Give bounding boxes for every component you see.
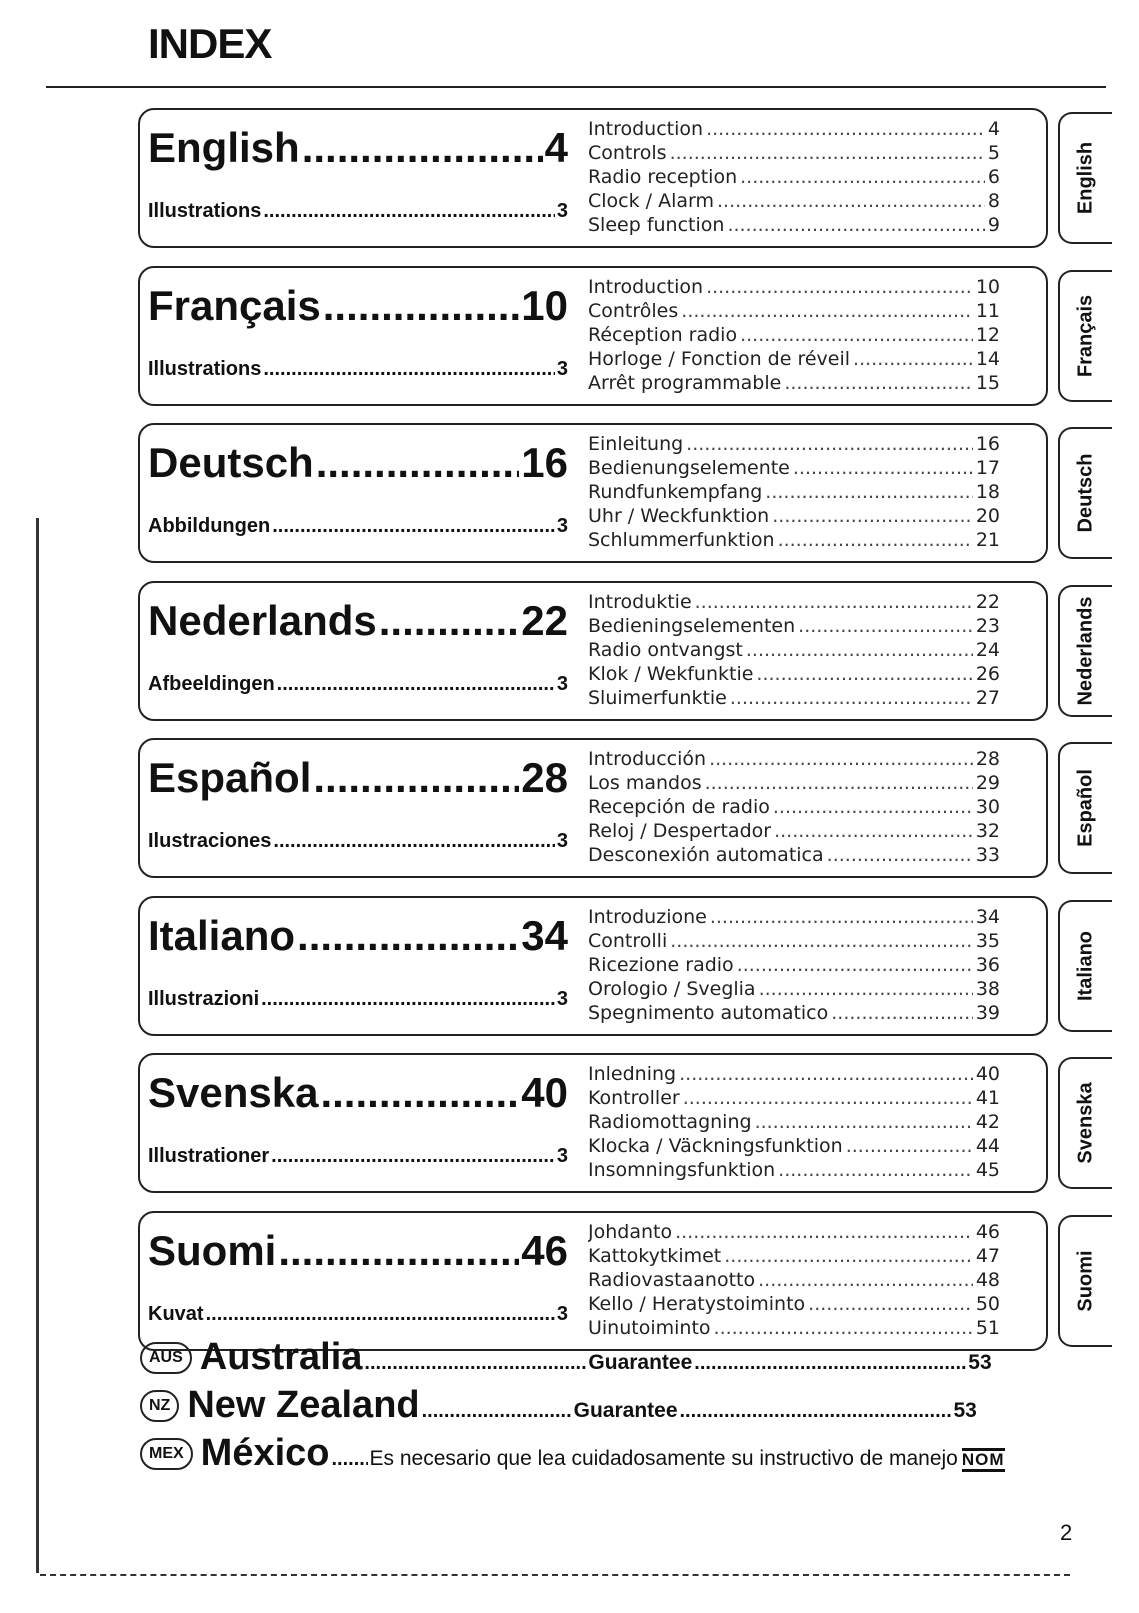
page-number: 2	[1060, 1520, 1073, 1545]
leader-dots	[709, 748, 973, 770]
toc-entry-label: Contrôles	[588, 300, 679, 322]
toc-entry[interactable]	[588, 820, 1000, 844]
leader-dots	[730, 687, 973, 709]
toc-entry[interactable]	[588, 615, 1000, 639]
toc-entry-page: 18	[975, 481, 1000, 503]
toc-entry-page: 42	[975, 1111, 1000, 1133]
bottom-rule	[40, 1574, 1070, 1578]
leader-dots	[778, 529, 973, 551]
illustrations-line[interactable]	[148, 1303, 568, 1326]
leader-dots	[737, 954, 973, 976]
toc-entry-label: Sleep function	[588, 214, 725, 236]
toc-entry-label: Uinutoiminto	[588, 1317, 711, 1339]
toc-list	[588, 1221, 1000, 1341]
leader-dots	[686, 433, 973, 455]
illustrations-page: 3	[556, 1303, 568, 1325]
toc-entry-page: 34	[975, 906, 1000, 928]
section-5	[138, 896, 1048, 1036]
illustrations-line[interactable]	[148, 673, 568, 696]
toc-entry-label: Spegnimento automatico	[588, 1002, 829, 1024]
toc-entry-page: 21	[975, 529, 1000, 551]
language-title[interactable]	[148, 439, 568, 487]
leader-dots	[364, 1352, 586, 1375]
toc-entry-label: Uhr / Weckfunktion	[588, 505, 770, 527]
toc-list	[588, 276, 1000, 396]
leader-dots	[740, 324, 973, 346]
language-name: Français	[148, 282, 321, 329]
leader-dots	[827, 844, 973, 866]
toc-entry-page: 12	[975, 324, 1000, 346]
leader-dots	[772, 505, 973, 527]
leader-dots	[765, 481, 973, 503]
illustrations-line[interactable]	[148, 988, 568, 1011]
language-name: Italiano	[148, 912, 296, 959]
toc-entry[interactable]	[588, 276, 1000, 300]
language-page: 34	[521, 912, 568, 959]
toc-entry[interactable]	[588, 529, 1000, 553]
toc-entry-label: Kattokytkimet	[588, 1245, 722, 1267]
toc-entry[interactable]	[588, 348, 1000, 372]
toc-entry-label: Inledning	[588, 1063, 677, 1085]
leader-dots	[831, 1002, 973, 1024]
leader-dots	[695, 591, 973, 613]
toc-entry-label: Radio reception	[588, 166, 738, 188]
toc-entry-label: Radiovastaanotto	[588, 1269, 756, 1291]
illustrations-page: 3	[556, 200, 568, 222]
toc-entry-page: 29	[975, 772, 1000, 794]
leader-dots	[277, 673, 555, 696]
side-tab-label: Italiano	[1074, 930, 1097, 1002]
leader-dots	[278, 1227, 519, 1275]
leader-dots	[313, 754, 519, 802]
toc-entry[interactable]	[588, 1135, 1000, 1159]
language-name: Suomi	[148, 1227, 277, 1274]
language-page: 16	[521, 439, 568, 486]
leader-dots	[263, 358, 555, 381]
language-page: 4	[544, 124, 568, 171]
toc-entry-page: 40	[975, 1063, 1000, 1085]
toc-entry-label: Los mandos	[588, 772, 702, 794]
toc-entry-label: Schlummerfunktion	[588, 529, 775, 551]
side-tab-label: Nederlands	[1074, 596, 1097, 706]
leader-dots	[758, 1269, 973, 1291]
toc-entry-page: 10	[975, 276, 1000, 298]
new-zealand-badge-icon: NZ	[140, 1390, 179, 1422]
toc-entry[interactable]	[588, 844, 1000, 868]
side-tab-label: Suomi	[1074, 1250, 1097, 1312]
leader-dots	[670, 142, 985, 164]
section-1	[138, 266, 1048, 406]
toc-entry-label: Arrêt programmable	[588, 372, 782, 394]
toc-entry[interactable]	[588, 457, 1000, 481]
toc-entry[interactable]	[588, 1002, 1000, 1026]
leader-dots	[717, 190, 985, 212]
leader-dots	[323, 282, 520, 330]
toc-entry-label: Orologio / Sveglia	[588, 978, 756, 1000]
toc-entry-label: Introduction	[588, 118, 704, 140]
section-0	[138, 108, 1048, 248]
side-tab[interactable]	[1058, 112, 1112, 244]
left-margin-line	[36, 518, 39, 1573]
country-row-mexico[interactable]	[140, 1432, 1020, 1476]
side-tab[interactable]	[1058, 427, 1112, 559]
toc-entry[interactable]	[588, 300, 1000, 324]
toc-entry[interactable]	[588, 954, 1000, 978]
toc-entry[interactable]	[588, 324, 1000, 348]
section-2	[138, 423, 1048, 563]
toc-entry-page: 48	[975, 1269, 1000, 1291]
toc-entry[interactable]	[588, 372, 1000, 396]
language-page: 28	[521, 754, 568, 801]
toc-entry-page: 44	[975, 1135, 1000, 1157]
toc-entry-page: 50	[975, 1293, 1000, 1315]
leader-dots	[774, 820, 973, 842]
toc-entry-page: 47	[975, 1245, 1000, 1267]
language-name: Svenska	[148, 1069, 319, 1116]
illustrations-label: Kuvat	[148, 1303, 204, 1325]
toc-entry[interactable]	[588, 142, 1000, 166]
side-tab[interactable]	[1058, 585, 1112, 717]
side-tab[interactable]	[1058, 742, 1112, 874]
leader-dots	[273, 830, 554, 853]
section-3	[138, 581, 1048, 721]
toc-entry-page: 39	[975, 1002, 1000, 1024]
toc-entry[interactable]	[588, 505, 1000, 529]
toc-entry[interactable]	[588, 1221, 1000, 1245]
toc-entry-page: 24	[975, 639, 1000, 661]
side-tab[interactable]	[1058, 1057, 1112, 1189]
leader-dots	[706, 118, 985, 140]
toc-entry[interactable]	[588, 591, 1000, 615]
leader-dots	[759, 978, 973, 1000]
toc-entry-label: Introduktie	[588, 591, 692, 613]
toc-entry[interactable]	[588, 906, 1000, 930]
toc-entry[interactable]	[588, 190, 1000, 214]
leader-dots	[379, 597, 520, 645]
toc-entry-page: 20	[975, 505, 1000, 527]
illustrations-page: 3	[556, 830, 568, 852]
language-name: English	[148, 124, 300, 171]
toc-entry[interactable]	[588, 930, 1000, 954]
mexico-note: Es necesario que lea cuidadosamente su instructivo de manejo	[369, 1447, 958, 1470]
side-tab[interactable]	[1058, 270, 1112, 402]
toc-entry[interactable]	[588, 1111, 1000, 1135]
leader-dots	[263, 200, 555, 223]
toc-entry-page: 33	[975, 844, 1000, 866]
leader-dots	[793, 457, 973, 479]
leader-dots	[332, 1448, 368, 1471]
language-title[interactable]	[148, 597, 568, 645]
language-title[interactable]	[148, 1227, 568, 1275]
country-row-new-zealand[interactable]	[140, 1384, 1020, 1428]
illustrations-line[interactable]	[148, 515, 568, 538]
toc-entry-page: 35	[975, 930, 1000, 952]
toc-entry[interactable]	[588, 796, 1000, 820]
leader-dots	[316, 439, 520, 487]
toc-entry-page: 16	[975, 433, 1000, 455]
leader-dots	[746, 639, 973, 661]
leader-dots	[683, 1087, 973, 1109]
toc-entry-page: 11	[975, 300, 1000, 322]
leader-dots	[778, 1159, 973, 1181]
illustrations-label: Ilustraciones	[148, 830, 272, 852]
toc-entry[interactable]	[588, 1087, 1000, 1111]
leader-dots	[853, 348, 973, 370]
toc-entry[interactable]	[588, 481, 1000, 505]
toc-entry-label: Clock / Alarm	[588, 190, 715, 212]
leader-dots	[272, 515, 555, 538]
leader-dots	[710, 906, 973, 928]
leader-dots	[784, 372, 972, 394]
toc-entry[interactable]	[588, 663, 1000, 687]
language-name: Español	[148, 754, 312, 801]
side-tab-label: Deutsch	[1074, 453, 1097, 533]
language-page: 46	[521, 1227, 568, 1274]
toc-entry-label: Introduction	[588, 276, 704, 298]
guarantee-page: 53	[953, 1399, 977, 1422]
toc-entry-page: 27	[975, 687, 1000, 709]
toc-entry-label: Introduzione	[588, 906, 707, 928]
toc-entry-page: 22	[975, 591, 1000, 613]
toc-list	[588, 748, 1000, 868]
mexico-badge-icon: MEX	[140, 1438, 193, 1470]
illustrations-page: 3	[556, 1145, 568, 1167]
leader-dots	[706, 276, 973, 298]
language-title[interactable]	[148, 124, 568, 172]
toc-entry-page: 30	[975, 796, 1000, 818]
leader-dots	[297, 912, 519, 960]
toc-list	[588, 1063, 1000, 1183]
toc-entry-label: Johdanto	[588, 1221, 673, 1243]
toc-entry-label: Recepción de radio	[588, 796, 770, 818]
illustrations-label: Illustrationer	[148, 1145, 270, 1167]
leader-dots	[705, 772, 973, 794]
toc-entry[interactable]	[588, 166, 1000, 190]
toc-entry-label: Bedieningselementen	[588, 615, 796, 637]
illustrations-line[interactable]	[148, 358, 568, 381]
leader-dots	[320, 1069, 519, 1117]
toc-entry[interactable]	[588, 639, 1000, 663]
toc-entry-page: 45	[975, 1159, 1000, 1181]
illustrations-line[interactable]	[148, 830, 568, 853]
leader-dots	[271, 1145, 555, 1168]
toc-entry-label: Radiomottagning	[588, 1111, 752, 1133]
toc-entry[interactable]	[588, 1269, 1000, 1293]
toc-entry[interactable]	[588, 1245, 1000, 1269]
leader-dots	[724, 1245, 973, 1267]
illustrations-page: 3	[556, 358, 568, 380]
toc-entry-label: Introducción	[588, 748, 707, 770]
side-tab[interactable]	[1058, 900, 1112, 1032]
toc-entry-label: Kello / Heratystoiminto	[588, 1293, 806, 1315]
section-4	[138, 738, 1048, 878]
toc-entry-label: Klocka / Väckningsfunktion	[588, 1135, 843, 1157]
toc-entry-label: Sluimerfunktie	[588, 687, 727, 709]
toc-entry-page: 36	[975, 954, 1000, 976]
language-name: Nederlands	[148, 597, 377, 644]
toc-entry-label: Insomningsfunktion	[588, 1159, 776, 1181]
language-page: 40	[521, 1069, 568, 1116]
toc-entry[interactable]	[588, 748, 1000, 772]
leader-dots	[694, 1352, 966, 1375]
toc-entry-page: 28	[975, 748, 1000, 770]
toc-list	[588, 906, 1000, 1026]
leader-dots	[681, 300, 973, 322]
leader-dots	[670, 930, 973, 952]
toc-entry[interactable]	[588, 1293, 1000, 1317]
toc-entry-page: 17	[975, 457, 1000, 479]
toc-entry[interactable]	[588, 1063, 1000, 1087]
language-name: Deutsch	[148, 439, 314, 486]
toc-entry-label: Kontroller	[588, 1087, 680, 1109]
toc-entry-page: 46	[975, 1221, 1000, 1243]
leader-dots	[798, 615, 973, 637]
toc-entry-page: 38	[975, 978, 1000, 1000]
leader-dots	[206, 1303, 555, 1326]
side-tab-label: Français	[1074, 294, 1097, 378]
illustrations-line[interactable]	[148, 1145, 568, 1168]
toc-entry[interactable]	[588, 118, 1000, 142]
language-title[interactable]	[148, 282, 568, 330]
side-tab[interactable]	[1058, 1215, 1112, 1347]
leader-dots	[261, 988, 555, 1011]
toc-entry-label: Klok / Wekfunktie	[588, 663, 754, 685]
side-tab-label: Español	[1074, 769, 1097, 847]
toc-entry[interactable]	[588, 978, 1000, 1002]
language-title[interactable]	[148, 912, 568, 960]
toc-entry-page: 4	[987, 118, 1000, 140]
toc-entry-page: 14	[975, 348, 1000, 370]
leader-dots	[808, 1293, 973, 1315]
leader-dots	[846, 1135, 973, 1157]
language-title[interactable]	[148, 754, 568, 802]
leader-dots	[756, 663, 972, 685]
leader-dots	[773, 796, 973, 818]
leader-dots	[302, 124, 543, 172]
country-row-australia[interactable]	[140, 1336, 1020, 1380]
toc-entry-page: 23	[975, 615, 1000, 637]
toc-entry-page: 15	[975, 372, 1000, 394]
toc-entry-page: 6	[987, 166, 1000, 188]
toc-entry-label: Einleitung	[588, 433, 684, 455]
toc-entry-label: Réception radio	[588, 324, 738, 346]
illustrations-page: 3	[556, 673, 568, 695]
toc-entry-page: 5	[987, 142, 1000, 164]
toc-entry-label: Horloge / Fonction de réveil	[588, 348, 851, 370]
toc-entry[interactable]	[588, 433, 1000, 457]
illustrations-label: Abbildungen	[148, 515, 271, 537]
illustrations-label: Afbeeldingen	[148, 673, 275, 695]
leader-dots	[675, 1221, 973, 1243]
guarantee-label: Guarantee	[588, 1351, 693, 1374]
toc-entry[interactable]	[588, 1159, 1000, 1183]
toc-entry-page: 51	[975, 1317, 1000, 1339]
side-tab-label: English	[1074, 141, 1097, 215]
language-title[interactable]	[148, 1069, 568, 1117]
language-page: 22	[521, 597, 568, 644]
toc-entry[interactable]	[588, 772, 1000, 796]
illustrations-line[interactable]	[148, 200, 568, 223]
page-title: INDEX	[148, 20, 272, 67]
nom-logo-icon: NOM	[962, 1448, 1005, 1472]
leader-dots	[679, 1063, 973, 1085]
leader-dots	[727, 214, 984, 236]
toc-entry-page: 8	[987, 190, 1000, 212]
section-6	[138, 1053, 1048, 1193]
australia-badge-icon: AUS	[140, 1342, 192, 1374]
language-page: 10	[521, 282, 568, 329]
toc-entry[interactable]	[588, 214, 1000, 238]
toc-entry-label: Reloj / Despertador	[588, 820, 772, 842]
toc-list	[588, 591, 1000, 711]
toc-entry-label: Rundfunkempfang	[588, 481, 763, 503]
toc-entry-label: Ricezione radio	[588, 954, 734, 976]
illustrations-label: Illustrazioni	[148, 988, 260, 1010]
illustrations-label: Illustrations	[148, 358, 262, 380]
leader-dots	[740, 166, 985, 188]
toc-entry[interactable]	[588, 687, 1000, 711]
toc-entry-label: Bedienungselemente	[588, 457, 790, 479]
section-7	[138, 1211, 1048, 1351]
illustrations-page: 3	[556, 988, 568, 1010]
toc-entry-label: Desconexión automatica	[588, 844, 824, 866]
toc-entry-label: Controls	[588, 142, 667, 164]
illustrations-page: 3	[556, 515, 568, 537]
guarantee-page: 53	[968, 1351, 992, 1374]
toc-list	[588, 118, 1000, 238]
toc-entry-page: 26	[975, 663, 1000, 685]
toc-entry-page: 9	[987, 214, 1000, 236]
country-name: New Zealand	[187, 1384, 420, 1426]
country-name: México	[200, 1432, 330, 1474]
toc-entry-label: Controlli	[588, 930, 668, 952]
side-tab-label: Svenska	[1074, 1082, 1097, 1164]
toc-entry-page: 41	[975, 1087, 1000, 1109]
toc-entry-page: 32	[975, 820, 1000, 842]
guarantee-label: Guarantee	[573, 1399, 678, 1422]
leader-dots	[680, 1400, 952, 1423]
toc-entry-label: Radio ontvangst	[588, 639, 743, 661]
illustrations-label: Illustrations	[148, 200, 262, 222]
leader-dots	[422, 1400, 572, 1423]
country-name: Australia	[199, 1336, 363, 1378]
toc-list	[588, 433, 1000, 553]
top-rule	[46, 86, 1106, 88]
leader-dots	[755, 1111, 973, 1133]
